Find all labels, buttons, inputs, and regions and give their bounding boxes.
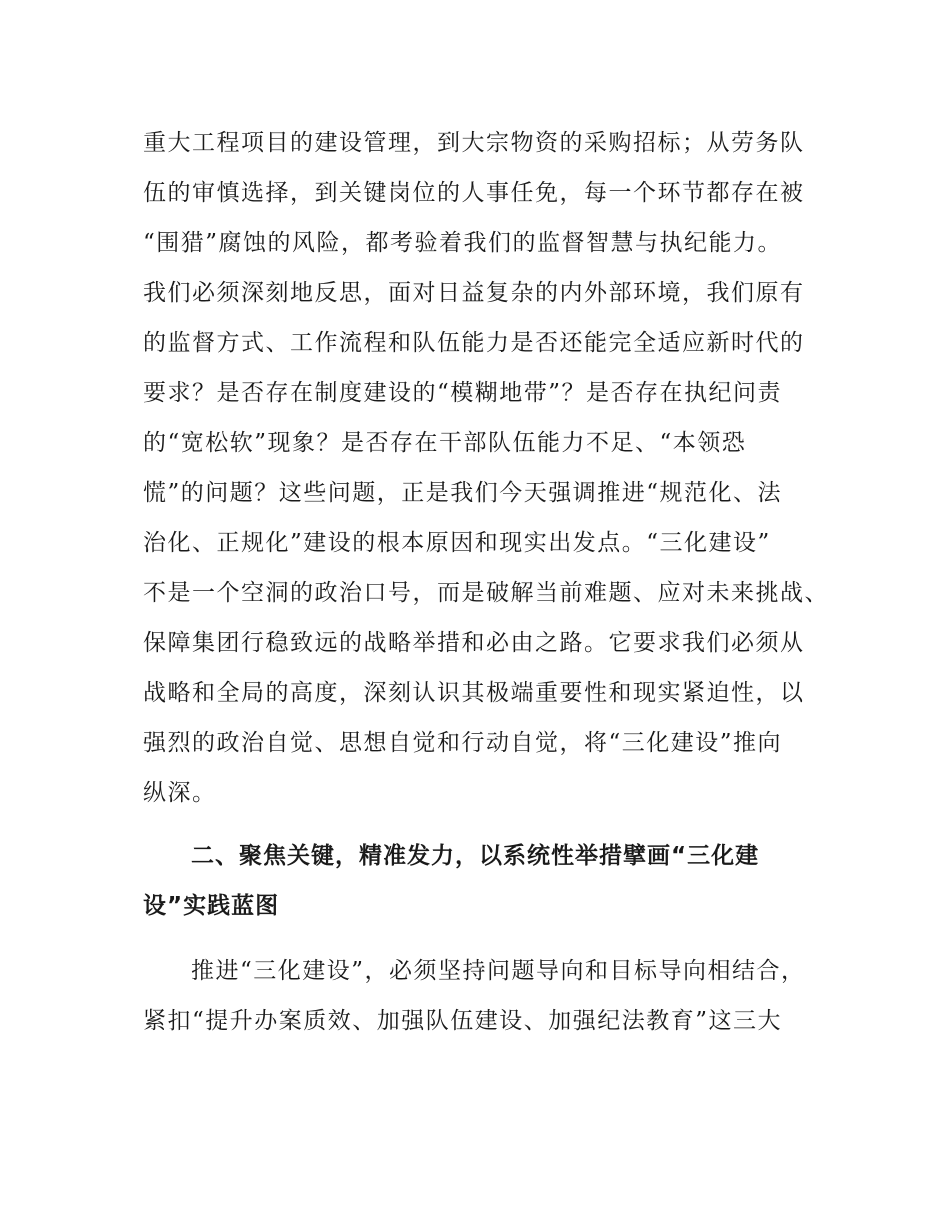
paragraph-line: 的监督方式、工作流程和队伍能力是否还能完全适应新时代的 [143, 330, 805, 356]
paragraph-line: 慌”的问题？这些问题，正是我们今天强调推进“规范化、法 [143, 480, 783, 506]
paragraph-line: 纵深。 [143, 780, 217, 806]
paragraph-line: “围猎”腐蚀的风险，都考验着我们的监督智慧与执纪能力。 [143, 230, 783, 256]
paragraph-line: 的“宽松软”现象？是否存在干部队伍能力不足、“本领恐 [143, 430, 747, 456]
paragraph-line: 治化、正规化”建设的根本原因和现实出发点。“三化建设” [143, 530, 771, 556]
section-heading-line: 二、聚焦关键，精准发力，以系统性举措擘画“三化建 [191, 843, 760, 869]
paragraph-line: 战略和全局的高度，深刻认识其极端重要性和现实紧迫性，以 [143, 680, 805, 706]
paragraph-line: 紧扣“提升办案质效、加强队伍建设、加强纪法教育”这三大 [143, 1008, 783, 1034]
paragraph-line: 伍的审慎选择，到关键岗位的人事任免，每一个环节都存在被 [143, 180, 805, 206]
paragraph-line: 推进“三化建设”，必须坚持问题导向和目标导向相结合， [191, 958, 806, 984]
paragraph-line: 重大工程项目的建设管理，到大宗物资的采购招标；从劳务队 [143, 130, 805, 156]
paragraph-line: 保障集团行稳致远的战略举措和必由之路。它要求我们必须从 [143, 630, 805, 656]
section-heading-line: 设”实践蓝图 [143, 893, 280, 919]
paragraph-line: 强烈的政治自觉、思想自觉和行动自觉，将“三化建设”推向 [143, 730, 783, 756]
paragraph-line: 不是一个空洞的政治口号，而是破解当前难题、应对未来挑战、 [143, 580, 829, 606]
paragraph-line: 要求？是否存在制度建设的“模糊地带”？是否存在执纪问责 [143, 380, 783, 406]
paragraph-line: 我们必须深刻地反思，面对日益复杂的内外部环境，我们原有 [143, 280, 805, 306]
